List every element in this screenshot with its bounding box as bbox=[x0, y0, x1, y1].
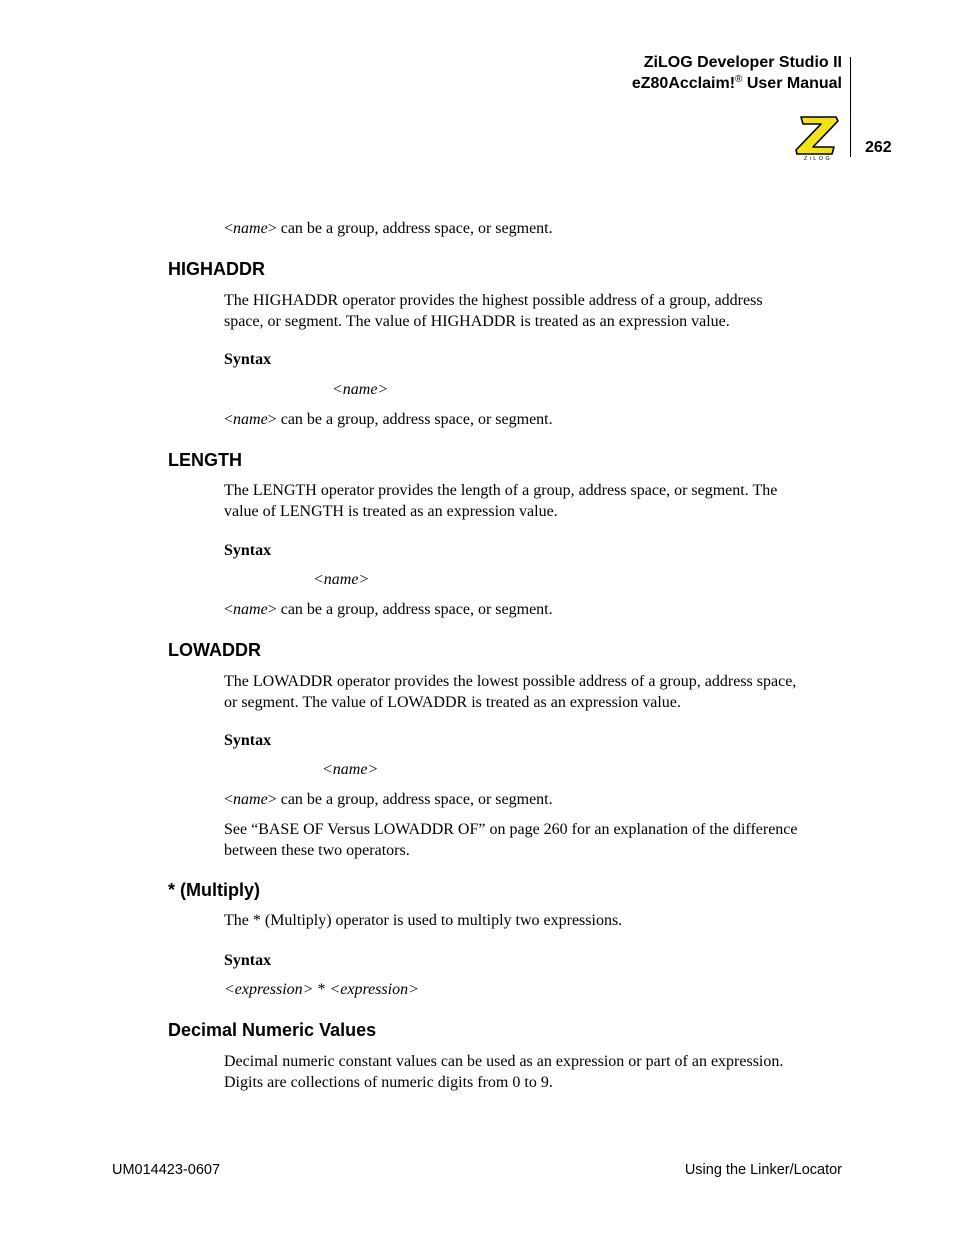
header-manual-name: eZ80Acclaim! bbox=[631, 75, 736, 92]
registered-mark: ® bbox=[735, 74, 743, 85]
length-name-description: <name> can be a group, address space, or segment. bbox=[224, 601, 553, 618]
multiply-syntax-label: Syntax bbox=[224, 952, 272, 969]
lowaddr-see-reference: See “BASE OF Versus LOWADDR OF” on page 260 for an explanation of the difference between these two operators. bbox=[224, 821, 798, 859]
multiply-syntax: <expression> * <expression> bbox=[224, 981, 419, 998]
header-manual bbox=[632, 73, 842, 94]
length-description: The LENGTH operator provides the length of a group, address space, or segment. The value of LENGTH is treated as an expression value. bbox=[224, 482, 778, 520]
highaddr-syntax-label: Syntax bbox=[224, 351, 272, 368]
footer-doc-id: UM014423-0607 bbox=[112, 1162, 221, 1178]
lowaddr-syntax: <name> bbox=[322, 761, 379, 778]
lowaddr-syntax-label: Syntax bbox=[224, 732, 272, 749]
zilog-logo-z-shape bbox=[796, 117, 838, 154]
zilog-logo bbox=[794, 113, 842, 161]
length-syntax: <name> bbox=[313, 571, 370, 588]
lowaddr-name-description: <name> can be a group, address space, or segment. bbox=[224, 791, 553, 808]
length-syntax-label: Syntax bbox=[224, 542, 272, 559]
multiply-description: The * (Multiply) operator is used to multiply two expressions. bbox=[224, 912, 623, 929]
highaddr-description: The HIGHADDR operator provides the highest possible address of a group, address space, or segment. The value of HIGHADDR is treated as an expression value. bbox=[224, 292, 763, 330]
highaddr-syntax: <name> bbox=[332, 381, 389, 398]
decimal-description: Decimal numeric constant values can be used as an expression or part of an expression. Digits are collections of numeric digits from 0 to 9. bbox=[224, 1053, 784, 1091]
multiply-heading: * (Multiply) bbox=[168, 880, 260, 900]
highaddr-name-description: <name> can be a group, address space, or segment. bbox=[224, 411, 553, 428]
header-product: ZiLOG Developer Studio II bbox=[643, 54, 842, 71]
decimal-heading: Decimal Numeric Values bbox=[168, 1020, 377, 1040]
header-manual-suffix: User Manual bbox=[742, 75, 842, 92]
page-number: 262 bbox=[865, 139, 892, 156]
footer-chapter: Using the Linker/Locator bbox=[684, 1162, 842, 1178]
lowaddr-description: The LOWADDR operator provides the lowest possible address of a group, address space, or segment. The value of LOWADDR is treated as an expression value. bbox=[224, 673, 797, 711]
running-header bbox=[632, 52, 842, 94]
intro-name-description: <name> can be a group, address space, or segment. bbox=[224, 220, 553, 237]
header-divider bbox=[850, 57, 851, 157]
length-heading: LENGTH bbox=[168, 450, 242, 470]
lowaddr-heading: LOWADDR bbox=[168, 640, 261, 660]
highaddr-heading: HIGHADDR bbox=[168, 259, 265, 279]
zilog-logo-text: ZiLOG bbox=[803, 156, 833, 161]
